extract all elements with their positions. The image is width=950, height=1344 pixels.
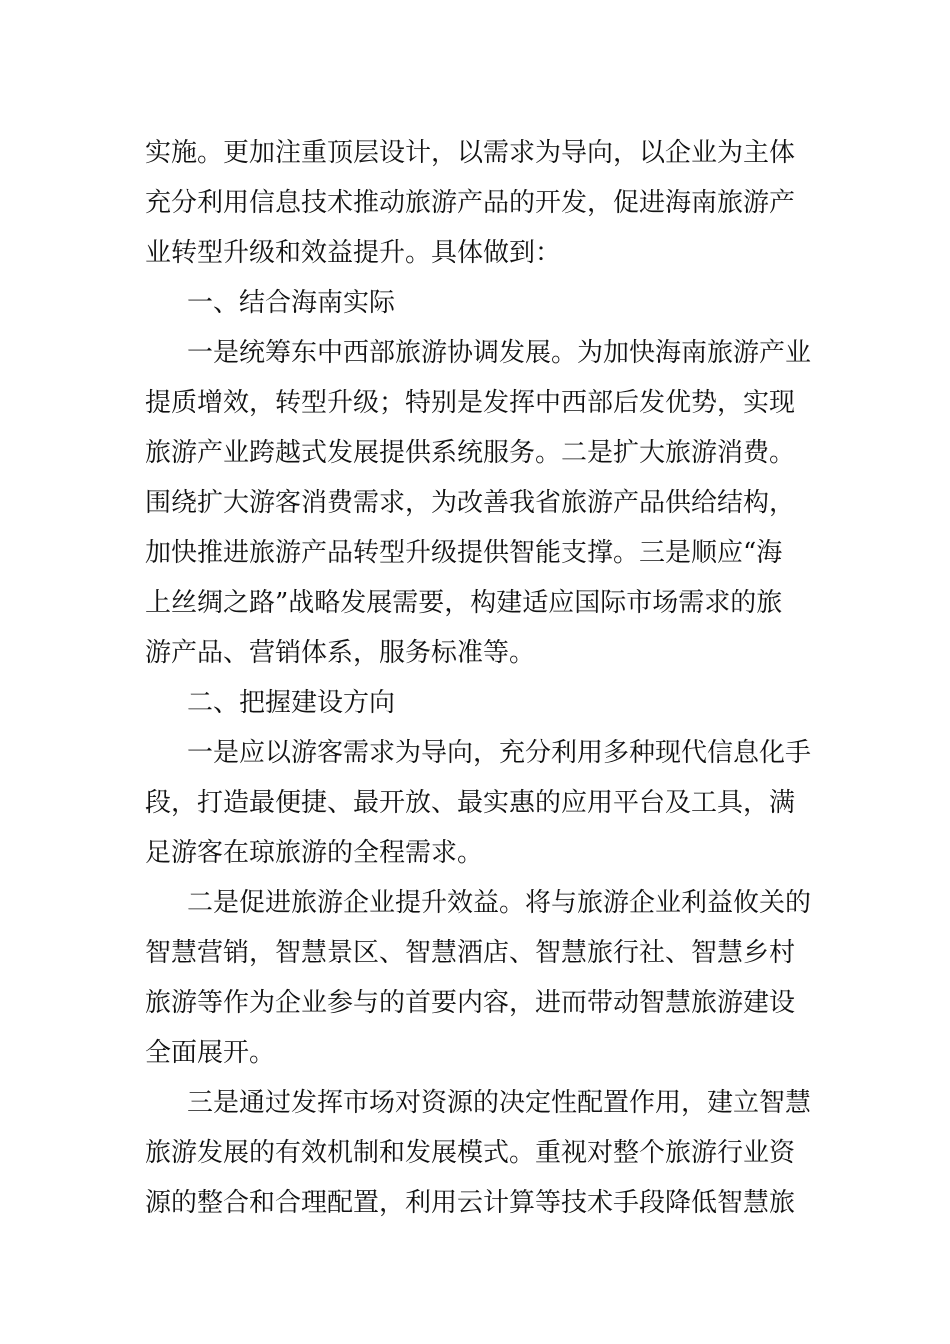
text-line: 游产品、营销体系，服务标准等。 [145,638,536,668]
document-body [145,128,810,1228]
text-line: 业转型升级和效益提升。具体做到： [145,238,562,268]
text-line: 二是促进旅游企业提升效益。将与旅游企业利益攸关的 [187,888,812,918]
text-line: 全面展开。 [145,1038,276,1068]
text-line: 足游客在琼旅游的全程需求。 [145,838,484,868]
text-line: 旅游发展的有效机制和发展模式。重视对整个旅游行业资 [145,1138,796,1168]
text-line: 一是统筹东中西部旅游协调发展。为加快海南旅游产业 [187,338,812,368]
text-line: 源的整合和合理配置，利用云计算等技术手段降低智慧旅 [145,1188,796,1218]
text-line: 加快推进旅游产品转型升级提供智能支撑。三是顺应“海 [145,538,783,568]
section-heading-2: 二、把握建设方向 [187,688,396,718]
text-line: 围绕扩大游客消费需求，为改善我省旅游产品供给结构， [145,488,796,518]
text-line: 一是应以游客需求为导向，充分利用多种现代信息化手 [187,738,812,768]
text-line: 实施。更加注重顶层设计，以需求为导向，以企业为主体 [145,138,796,168]
text-line: 充分利用信息技术推动旅游产品的开发，促进海南旅游产 [145,188,796,218]
text-line: 智慧营销，智慧景区、智慧酒店、智慧旅行社、智慧乡村 [145,938,796,968]
text-line: 提质增效，转型升级；特别是发挥中西部后发优势，实现 [145,388,796,418]
text-line: 旅游等作为企业参与的首要内容，进而带动智慧旅游建设 [145,988,796,1018]
text-line: 段，打造最便捷、最开放、最实惠的应用平台及工具，满 [145,788,796,818]
text-line: 上丝绸之路”战略发展需要，构建适应国际市场需求的旅 [145,588,783,618]
text-line: 三是通过发挥市场对资源的决定性配置作用，建立智慧 [187,1088,812,1118]
text-line: 旅游产业跨越式发展提供系统服务。二是扩大旅游消费。 [145,438,796,468]
section-heading-1: 一、结合海南实际 [187,288,396,318]
